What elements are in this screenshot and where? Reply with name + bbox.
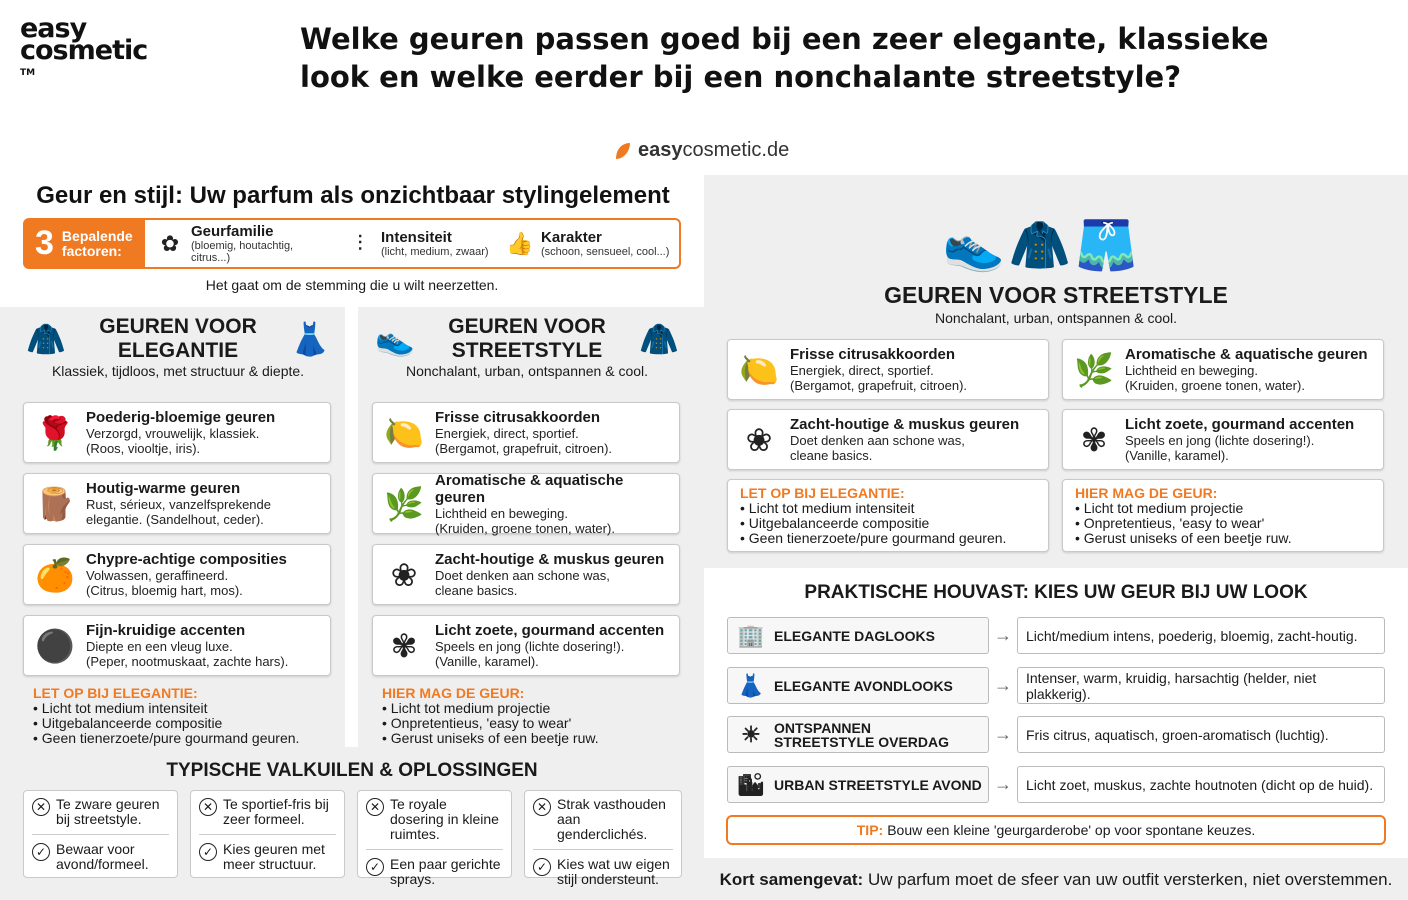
page-question: Welke geuren passen goed bij een zeer elegante, klassieke look en welke eerder bij een nonchalante streetstyle? xyxy=(300,22,1269,94)
mood-line: Het gaat om de stemming die u wilt neerzetten. xyxy=(205,277,499,293)
dress-icon: 👗 xyxy=(737,672,765,698)
column-divider xyxy=(345,307,358,747)
elegance-header: 🧥 GEUREN VOOR ELEGANTIE 👗 xyxy=(23,315,333,363)
factor-intensiteit: ⫶ Intensiteit (licht, medium, zwaar) xyxy=(335,229,495,259)
pitfall-card: ✕ Strak vasthouden aan genderclichés. ✓ Kies wat uw eigen stijl ondersteunt. xyxy=(524,790,682,878)
cross-icon: ✕ xyxy=(366,798,384,816)
cotton-icon: ❀ xyxy=(390,556,418,593)
check-icon: ✓ xyxy=(32,843,50,861)
vanilla-icon: ✾ xyxy=(1080,421,1108,458)
practical-title: PRAKTISCHE HOUVAST: KIES UW GEUR BIJ UW LOOK xyxy=(804,582,1308,603)
cross-icon: ✕ xyxy=(199,798,217,816)
list-item: ❀ Zacht-houtige & muskus geuren Doet denken aan schone was, cleane basics. xyxy=(372,544,680,605)
right-street-subtitle: Nonchalant, urban, ontspannen & cool. xyxy=(934,310,1178,326)
check-icon: ✓ xyxy=(533,858,551,876)
list-item: ✾ Licht zoete, gourmand accenten Speels en jong (lichte dosering!). (Vanille, karamel). xyxy=(1062,409,1384,470)
hoodie-icon: 🧥 xyxy=(1008,217,1072,273)
site-url[interactable]: easycosmetic.de xyxy=(614,139,789,162)
dress-icon: 👗 xyxy=(290,321,330,357)
sneaker-icon: 👟 xyxy=(375,321,415,357)
factor-geurfamilie: ✿ Geurfamilie (bloemig, houtachtig, citrus...) xyxy=(145,223,335,264)
herb-drop-icon: 🌿 xyxy=(1074,351,1114,388)
list-item: 🌿 Aromatische & aquatische geuren Lichtheid en beweging. (Kruiden, groene tonen, water). xyxy=(1062,339,1384,400)
spice-icon: ⚫ xyxy=(35,627,75,664)
look-row: 🏢 ELEGANTE DAGLOOKS → Licht/medium intens, poederig, bloemig, zacht-houtig. xyxy=(727,617,1385,654)
leaf-icon xyxy=(614,141,632,161)
tip-box: TIP: Bouw een kleine 'geurgarderobe' op voor spontane keuzes. xyxy=(726,815,1386,845)
elegance-note: LET OP BIJ ELEGANTIE: • Licht tot medium intensiteit • Uitgebalanceerde compositie • Geen tienerzoete/pure gourmand geuren. xyxy=(33,685,333,746)
arrow-right-icon: → xyxy=(994,724,1012,744)
summary-line: Kort samengevat: Uw parfum moet de sfeer van uw outfit versterken, niet overstemmen. xyxy=(719,870,1393,889)
sneaker-icon: 👟 xyxy=(942,217,1005,273)
streetstyle-column xyxy=(372,315,682,379)
list-item: 🌹 Poederig-bloemige geuren Verzorgd, vrouwelijk, klassiek. (Roos, viooltje, iris). xyxy=(23,402,331,463)
list-item: ⚫ Fijn-kruidige accenten Diepte en een vleug luxe. (Peper, nootmuskaat, zachte hars). xyxy=(23,615,331,676)
flower-icon: ✿ xyxy=(160,230,180,256)
pitfalls-title: TYPISCHE VALKUILEN & OPLOSSINGEN xyxy=(166,760,538,781)
elegance-warning-box: LET OP BIJ ELEGANTIE: • Licht tot medium intensiteit • Uitgebalanceerde compositie • Geen tienerzoete/pure gourmand geuren. xyxy=(727,479,1049,552)
streetstyle-allowed-box: HIER MAG DE GEUR: • Licht tot medium projectie • Onpretentieus, 'easy to wear' • Gerust uniseks of een beetje ruw. xyxy=(1062,479,1384,552)
factors-bar xyxy=(23,218,681,269)
wood-icon: 🪵 xyxy=(35,485,75,522)
cotton-icon: ❀ xyxy=(745,421,773,458)
arrow-right-icon: → xyxy=(994,675,1012,695)
herb-drop-icon: 🌿 xyxy=(384,485,424,522)
pitfall-card: ✕ Te royale dosering in kleine ruimtes. ✓ Een paar gerichte sprays. xyxy=(357,790,512,878)
shorts-icon: 🩳 xyxy=(1075,217,1138,273)
check-icon: ✓ xyxy=(366,858,384,876)
sliders-icon: ⫶ xyxy=(357,230,363,256)
thumbs-up-icon: 👍 xyxy=(506,230,534,256)
elegance-column xyxy=(23,315,333,379)
look-row: ☀ ONTSPANNEN STREETSTYLE OVERDAG → Fris citrus, aquatisch, groen-aromatisch (luchtig). xyxy=(727,716,1385,753)
office-building-icon: 🏢 xyxy=(737,622,765,648)
list-item: 🍋 Frisse citrusakkoorden Energiek, direct, sportief. (Bergamot, grapefruit, citroen). xyxy=(727,339,1049,400)
list-item: 🌿 Aromatische & aquatische geuren Lichtheid en beweging. (Kruiden, groene tonen, water). xyxy=(372,473,680,534)
list-item: ✾ Licht zoete, gourmand accenten Speels en jong (lichte dosering!). (Vanille, karamel). xyxy=(372,615,680,676)
look-row: 🏙 URBAN STREETSTYLE AVOND → Licht zoet, muskus, zachte houtnoten (dicht op de huid). xyxy=(727,766,1385,803)
left-title: Geur en stijl: Uw parfum als onzichtbaar stylingelement xyxy=(36,182,670,209)
arrow-right-icon: → xyxy=(994,625,1012,645)
citrus-icon: 🍋 xyxy=(384,414,424,451)
streetstyle-header: 👟 GEUREN VOOR STREETSTYLE 🧥 xyxy=(372,315,682,363)
citrus-icon: 🍊 xyxy=(35,556,75,593)
elegance-subtitle: Klassiek, tijdloos, met structuur & diepte. xyxy=(51,363,305,379)
sun-landscape-icon: ☀ xyxy=(741,721,761,747)
factors-badge: 3 Bepalende factoren: xyxy=(25,220,145,267)
list-item: 🪵 Houtig-warme geuren Rust, sérieux, vanzelfsprekende elegantie. (Sandelhout, ceder). xyxy=(23,473,331,534)
brand-logo: easy cosmetic TM xyxy=(20,13,148,78)
pitfall-card: ✕ Te sportief-fris bij zeer formeel. ✓ Kies geuren met meer structuur. xyxy=(190,790,345,878)
check-icon: ✓ xyxy=(199,843,217,861)
right-street-title: GEUREN VOOR STREETSTYLE xyxy=(884,282,1228,308)
list-item: 🍊 Chypre-achtige composities Volwassen, geraffineerd. (Citrus, bloemig hart, mos). xyxy=(23,544,331,605)
vanilla-icon: ✾ xyxy=(390,627,418,664)
arrow-right-icon: → xyxy=(994,774,1012,794)
blazer-dress-icon: 🧥 xyxy=(26,321,66,357)
streetstyle-note: HIER MAG DE GEUR: • Licht tot medium projectie • Onpretentieus, 'easy to wear' • Gerust uniseks of een beetje ruw. xyxy=(382,685,682,746)
pitfall-card: ✕ Te zware geuren bij streetstyle. ✓ Bewaar voor avond/formeel. xyxy=(23,790,178,878)
look-row: 👗 ELEGANTE AVONDLOOKS → Intenser, warm, kruidig, harsachtig (helder, niet plakkerig). xyxy=(727,667,1385,704)
cross-icon: ✕ xyxy=(32,798,50,816)
factor-karakter: 👍 Karakter (schoon, sensueel, cool...) xyxy=(506,229,670,258)
streetstyle-outfit-illustration xyxy=(942,185,1138,275)
city-skyline-icon: 🏙 xyxy=(737,771,765,797)
hoodie-icon: 🧥 xyxy=(639,321,679,357)
citrus-icon: 🍋 xyxy=(739,351,779,388)
list-item: ❀ Zacht-houtige & muskus geuren Doet denken aan schone was, cleane basics. xyxy=(727,409,1049,470)
list-item: 🍋 Frisse citrusakkoorden Energiek, direct, sportief. (Bergamot, grapefruit, citroen). xyxy=(372,402,680,463)
cross-icon: ✕ xyxy=(533,798,551,816)
rose-icon: 🌹 xyxy=(35,414,75,451)
streetstyle-subtitle: Nonchalant, urban, ontspannen & cool. xyxy=(405,363,649,379)
